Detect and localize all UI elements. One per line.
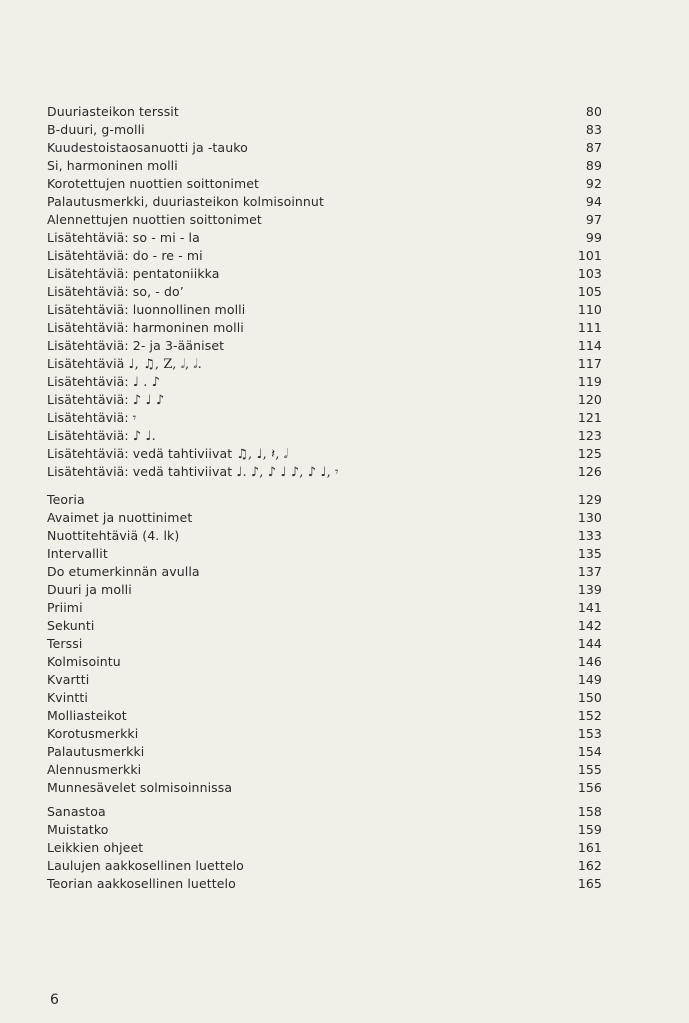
toc-entry-page: 153 — [577, 726, 602, 741]
toc-entry-page: 135 — [577, 546, 602, 561]
toc-entry-page: 94 — [585, 194, 602, 209]
toc-entry-page: 159 — [577, 822, 602, 837]
toc-entry-title — [47, 157, 178, 175]
toc-entry-title-text: Nuottitehtäviä (4. lk) — [47, 528, 180, 543]
toc-entry-title — [47, 175, 259, 193]
toc-entry-title-text: Lisätehtäviä: so - mi - la — [47, 230, 200, 245]
toc-entry-page: 110 — [577, 302, 602, 317]
toc-entry-title-text: Duuriasteikon terssit — [47, 104, 179, 119]
toc-entry-title-text: Lisätehtäviä: vedä tahtiviivat — [47, 464, 233, 479]
toc-entry-title — [47, 743, 144, 761]
toc-entry — [47, 265, 602, 283]
toc-entry-title-text: Alennettujen nuottien soittonimet — [47, 212, 262, 227]
page-number: 6 — [50, 992, 59, 1008]
toc-entry-title-text: Lisätehtäviä: so, - do’ — [47, 284, 184, 299]
toc-entry-page: 117 — [577, 356, 602, 371]
toc-entry-page: 83 — [585, 122, 602, 137]
toc-entry-title — [47, 427, 156, 446]
toc-entry — [47, 545, 602, 563]
toc-entry — [47, 653, 602, 671]
toc-entry-page: 129 — [577, 492, 602, 507]
toc-entry-title — [47, 857, 244, 875]
toc-entry-title — [47, 803, 106, 821]
toc-entry-title — [47, 581, 132, 599]
toc-entry — [47, 857, 602, 875]
toc-entry — [47, 761, 602, 779]
toc-entry-title-text: Lisätehtäviä: — [47, 428, 129, 443]
toc-entry-title — [47, 617, 94, 635]
toc-entry-title — [47, 821, 109, 839]
toc-entry-title-text: Muistatko — [47, 822, 109, 837]
toc-entry-page: 123 — [577, 428, 602, 443]
toc-entry-page: 99 — [585, 230, 602, 245]
toc-entry — [47, 337, 602, 355]
toc-entry-title-text: Avaimet ja nuottinimet — [47, 510, 193, 525]
toc-entry-title — [47, 193, 324, 211]
toc-section-appendix — [47, 803, 602, 893]
music-notation-symbols: ♪ ♩ ♪ — [132, 393, 165, 408]
toc-entry-title — [47, 725, 138, 743]
toc-entry-title-text: Kvartti — [47, 672, 90, 687]
toc-entry-title-text: Lisätehtäviä — [47, 356, 125, 371]
toc-entry-page: 89 — [585, 158, 602, 173]
toc-entry — [47, 373, 602, 391]
toc-entry — [47, 283, 602, 301]
toc-entry-page: 119 — [577, 374, 602, 389]
music-notation-symbols: ♩, ♫, Z, 𝅗𝅥, 𝅗𝅥. — [128, 357, 202, 372]
toc-entry-page: 101 — [577, 248, 602, 263]
toc-entry — [47, 157, 602, 175]
toc-entry-title-text: Palautusmerkki — [47, 744, 145, 759]
toc-entry-title-text: Teorian aakkosellinen luettelo — [47, 876, 236, 891]
toc-entry-title — [47, 409, 136, 428]
toc-entry-title — [47, 875, 236, 893]
toc-entry-title — [47, 527, 179, 545]
toc-entry-page: 137 — [577, 564, 602, 579]
toc-entry — [47, 193, 602, 211]
toc-entry — [47, 803, 602, 821]
toc-entry-title-text: Lisätehtäviä: harmoninen molli — [47, 320, 244, 335]
toc-entry-title — [47, 599, 83, 617]
toc-entry-title — [47, 211, 262, 229]
toc-entry-title-text: Teoria — [47, 492, 85, 507]
toc-entry-page: 161 — [577, 840, 602, 855]
music-notation-symbols: 𝄾 — [132, 411, 137, 426]
toc-entry-page: 97 — [585, 212, 602, 227]
toc-entry-title-text: Kolmisointu — [47, 654, 121, 669]
toc-entry-title-text: Terssi — [47, 636, 83, 651]
toc-entry-page: 120 — [577, 392, 602, 407]
toc-entry-page: 87 — [585, 140, 602, 155]
toc-entry-page: 105 — [577, 284, 602, 299]
toc-entry-title — [47, 373, 160, 392]
toc-entry-page: 139 — [577, 582, 602, 597]
toc-entry-page: 162 — [577, 858, 602, 873]
toc-entry-title-text: Lisätehtäviä: — [47, 374, 129, 389]
toc-entry-title-text: Sekunti — [47, 618, 95, 633]
toc-entry-title — [47, 265, 220, 283]
toc-entry-title-text: Do etumerkinnän avulla — [47, 564, 200, 579]
toc-entry — [47, 725, 602, 743]
toc-entry — [47, 599, 602, 617]
music-notation-symbols: ♪ ♩. — [132, 429, 156, 444]
toc-entry-page: 125 — [577, 446, 602, 461]
toc-entry-page: 152 — [577, 708, 602, 723]
toc-entry-page: 141 — [577, 600, 602, 615]
toc-section-theory — [47, 491, 602, 797]
toc-entry-page: 149 — [577, 672, 602, 687]
toc-entry — [47, 743, 602, 761]
toc-entry-page: 155 — [577, 762, 602, 777]
toc-entry — [47, 301, 602, 319]
toc-entry-title-text: Lisätehtäviä: — [47, 392, 129, 407]
toc-entry-page: 111 — [577, 320, 602, 335]
toc-entry-title-text: Intervallit — [47, 546, 108, 561]
toc-entry — [47, 355, 602, 373]
toc-entry-title — [47, 509, 192, 527]
toc-entry — [47, 617, 602, 635]
toc-entry-page: 126 — [577, 464, 602, 479]
toc-entry-title — [47, 839, 143, 857]
toc-entry-title-text: Molliasteikot — [47, 708, 127, 723]
toc-entry — [47, 103, 602, 121]
toc-entry — [47, 635, 602, 653]
toc-entry-title — [47, 707, 127, 725]
toc-entry — [47, 121, 602, 139]
toc-entry — [47, 409, 602, 427]
toc-entry-title-text: Munnesävelet solmisoinnissa — [47, 780, 233, 795]
toc-entry — [47, 581, 602, 599]
toc-entry — [47, 427, 602, 445]
toc-entry — [47, 247, 602, 265]
toc-entry — [47, 509, 602, 527]
toc-entry — [47, 319, 602, 337]
toc-entry-title-text: Duuri ja molli — [47, 582, 132, 597]
toc-entry-title — [47, 337, 224, 355]
toc-entry-title — [47, 635, 82, 653]
toc-entry — [47, 839, 602, 857]
toc-entry-title — [47, 463, 339, 482]
toc-entry-title-text: Kvintti — [47, 690, 88, 705]
toc-entry — [47, 707, 602, 725]
toc-entry — [47, 229, 602, 247]
toc-entry-title-text: Lisätehtäviä: 2- ja 3-ääniset — [47, 338, 225, 353]
toc-entry-title-text: Kuudestoistaosanuotti ja -tauko — [47, 140, 248, 155]
toc-entry-title-text: Lisätehtäviä: pentatoniikka — [47, 266, 220, 281]
music-notation-symbols: ♫, ♩, 𝄽, 𝅗𝅥 — [236, 447, 288, 462]
toc-entry — [47, 527, 602, 545]
toc-entry — [47, 491, 602, 509]
toc-entry-page: 158 — [577, 804, 602, 819]
toc-section-exercises — [47, 103, 602, 481]
toc-entry-title — [47, 671, 89, 689]
toc-entry-title — [47, 103, 179, 121]
toc-entry-title — [47, 229, 200, 247]
toc-entry-title — [47, 121, 145, 139]
toc-entry — [47, 779, 602, 797]
music-notation-symbols: ♩. ♪, ♪ ♩ ♪, ♪ ♩, 𝄾 — [236, 465, 339, 480]
toc-entry-title — [47, 355, 202, 374]
toc-entry — [47, 391, 602, 409]
toc-entry-page: 133 — [577, 528, 602, 543]
toc-entry-title-text: Sanastoa — [47, 804, 106, 819]
toc-entry-title — [47, 139, 248, 157]
toc-entry-title-text: Leikkien ohjeet — [47, 840, 144, 855]
toc-entry-page: 156 — [577, 780, 602, 795]
toc-entry — [47, 689, 602, 707]
toc-entry-page: 80 — [585, 104, 602, 119]
toc-entry-title — [47, 247, 203, 265]
toc-entry-title — [47, 319, 244, 337]
toc-entry-title-text: Si, harmoninen molli — [47, 158, 178, 173]
toc-entry — [47, 563, 602, 581]
toc-entry — [47, 175, 602, 193]
toc-entry-title-text: Korotettujen nuottien soittonimet — [47, 176, 260, 191]
toc-entry-page: 121 — [577, 410, 602, 425]
toc-entry-title-text: Lisätehtäviä: luonnollinen molli — [47, 302, 246, 317]
toc-entry-page: 144 — [577, 636, 602, 651]
toc-entry-title — [47, 391, 164, 410]
toc-entry-page: 130 — [577, 510, 602, 525]
toc-entry-page: 103 — [577, 266, 602, 281]
toc-entry-page: 150 — [577, 690, 602, 705]
toc-entry-title — [47, 563, 200, 581]
toc-entry-title — [47, 653, 121, 671]
toc-entry-title-text: B-duuri, g-molli — [47, 122, 145, 137]
toc-entry-page: 142 — [577, 618, 602, 633]
toc-entry-title-text: Priimi — [47, 600, 83, 615]
toc-entry — [47, 463, 602, 481]
toc-entry-title-text: Lisätehtäviä: do - re - mi — [47, 248, 203, 263]
toc-entry-title-text: Palautusmerkki, duuriasteikon kolmisoinnut — [47, 194, 324, 209]
toc-entry-title — [47, 283, 184, 301]
toc-entry — [47, 139, 602, 157]
toc-entry-title — [47, 689, 88, 707]
toc-entry-title — [47, 761, 141, 779]
toc-entry-page: 146 — [577, 654, 602, 669]
toc-entry-title — [47, 491, 85, 509]
toc-entry — [47, 875, 602, 893]
toc-entry-page: 154 — [577, 744, 602, 759]
toc-entry — [47, 821, 602, 839]
toc-entry-title — [47, 779, 232, 797]
toc-entry — [47, 445, 602, 463]
toc-entry-title — [47, 301, 245, 319]
toc-entry-title-text: Alennusmerkki — [47, 762, 142, 777]
toc-entry-title — [47, 545, 108, 563]
toc-entry-page: 114 — [577, 338, 602, 353]
toc-entry-page: 165 — [577, 876, 602, 891]
toc-entry-title-text: Laulujen aakkosellinen luettelo — [47, 858, 244, 873]
toc-entry-title-text: Lisätehtäviä: — [47, 410, 129, 425]
toc-entry-page: 92 — [585, 176, 602, 191]
toc-entry-title-text: Lisätehtäviä: vedä tahtiviivat — [47, 446, 233, 461]
toc-entry-title — [47, 445, 288, 464]
toc-entry-title-text: Korotusmerkki — [47, 726, 139, 741]
toc-entry — [47, 671, 602, 689]
music-notation-symbols: ♩ . ♪ — [132, 375, 161, 390]
toc-entry — [47, 211, 602, 229]
